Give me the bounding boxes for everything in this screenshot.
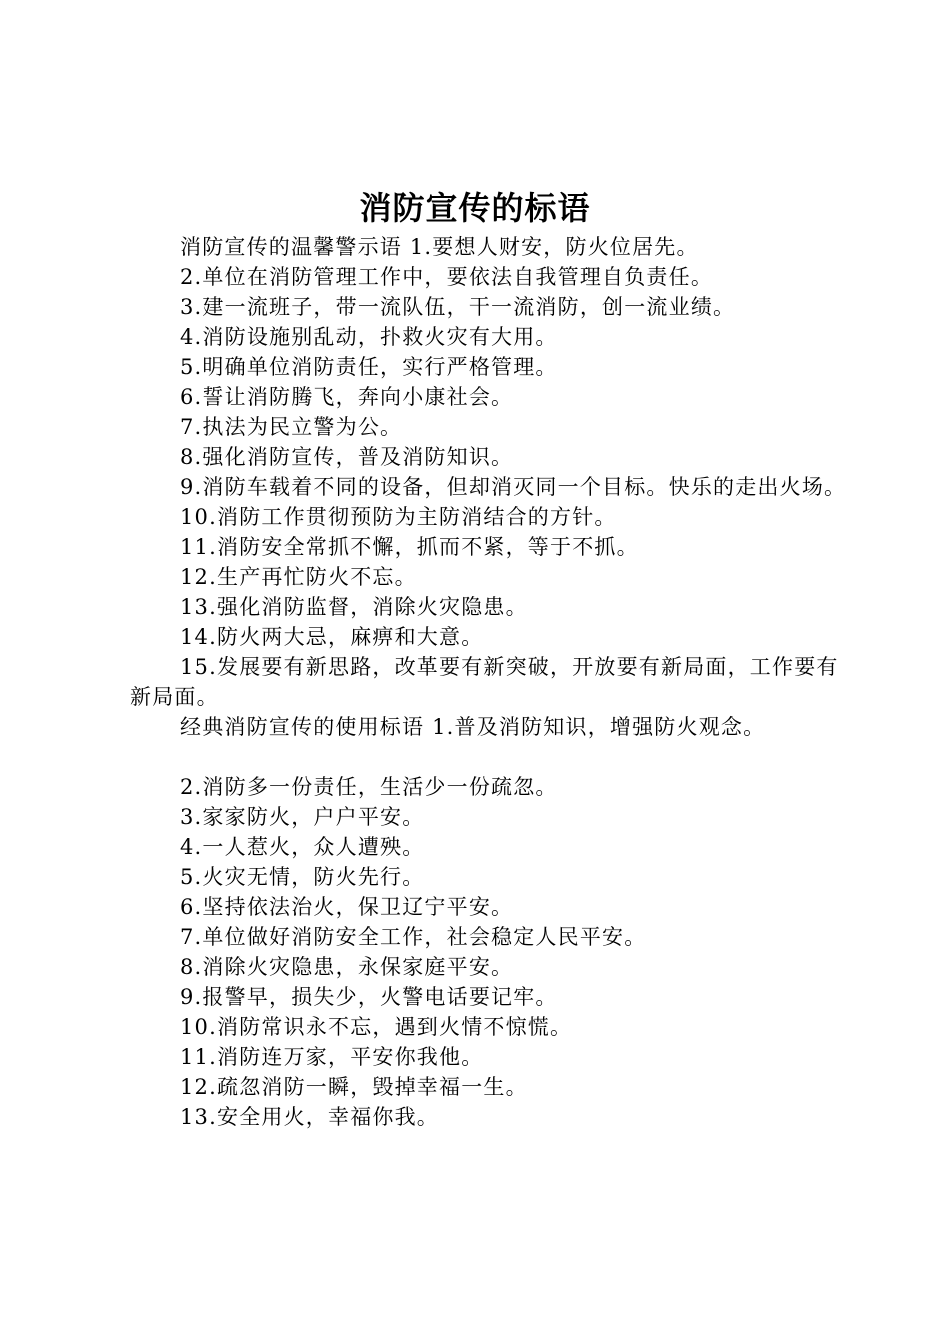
paragraph: 7.单位做好消防安全工作，社会稳定人民平安。 bbox=[180, 925, 647, 949]
paragraph: 6.坚持依法治火，保卫辽宁平安。 bbox=[180, 895, 514, 919]
paragraph: 15.发展要有新思路，改革要有新突破，开放要有新局面，工作要有新局面。 bbox=[130, 655, 839, 709]
paragraph: 14.防火两大忌，麻痹和大意。 bbox=[180, 625, 484, 649]
paragraph: 2.单位在消防管理工作中，要依法自我管理自负责任。 bbox=[180, 265, 714, 289]
paragraph: 13.强化消防监督，消除火灾隐患。 bbox=[180, 595, 528, 619]
section-intro-paragraph: 经典消防宣传的使用标语 1.普及消防知识，增强防火观念。 bbox=[180, 715, 766, 739]
paragraph: 13.安全用火，幸福你我。 bbox=[180, 1105, 439, 1129]
paragraph: 4.一人惹火，众人遭殃。 bbox=[180, 835, 425, 859]
paragraph: 9.消防车载着不同的设备，但却消灭同一个目标。快乐的走出火场。 bbox=[180, 475, 847, 499]
document-body bbox=[130, 232, 850, 1132]
paragraph: 10.消防常识永不忘，遇到火情不惊慌。 bbox=[180, 1015, 573, 1039]
paragraph: 3.建一流班子，带一流队伍，干一流消防，创一流业绩。 bbox=[180, 295, 736, 319]
document-title: 消防宣传的标语 bbox=[359, 189, 591, 227]
paragraph: 10.消防工作贯彻预防为主防消结合的方针。 bbox=[180, 505, 617, 529]
paragraph: 9.报警早，损失少，火警电话要记牢。 bbox=[180, 985, 558, 1009]
paragraph: 消防宣传的温馨警示语 1.要想人财安，防火位居先。 bbox=[180, 235, 699, 259]
paragraph: 5.明确单位消防责任，实行严格管理。 bbox=[180, 355, 558, 379]
paragraph: 8.强化消防宣传，普及消防知识。 bbox=[180, 445, 514, 469]
paragraph: 6.誓让消防腾飞，奔向小康社会。 bbox=[180, 385, 514, 409]
paragraph: 11.消防安全常抓不懈，抓而不紧，等于不抓。 bbox=[180, 535, 639, 559]
paragraph: 3.家家防火，户户平安。 bbox=[180, 805, 425, 829]
paragraph: 7.执法为民立警为公。 bbox=[180, 415, 403, 439]
paragraph: 4.消防设施别乱动，扑救火灾有大用。 bbox=[180, 325, 558, 349]
paragraph: 11.消防连万家，平安你我他。 bbox=[180, 1045, 484, 1069]
blank-line bbox=[130, 742, 850, 772]
paragraph: 12.疏忽消防一瞬，毁掉幸福一生。 bbox=[180, 1075, 528, 1099]
paragraph: 8.消除火灾隐患，永保家庭平安。 bbox=[180, 955, 514, 979]
paragraph: 5.火灾无情，防火先行。 bbox=[180, 865, 425, 889]
paragraph: 12.生产再忙防火不忘。 bbox=[180, 565, 417, 589]
paragraph: 2.消防多一份责任，生活少一份疏忽。 bbox=[180, 775, 558, 799]
